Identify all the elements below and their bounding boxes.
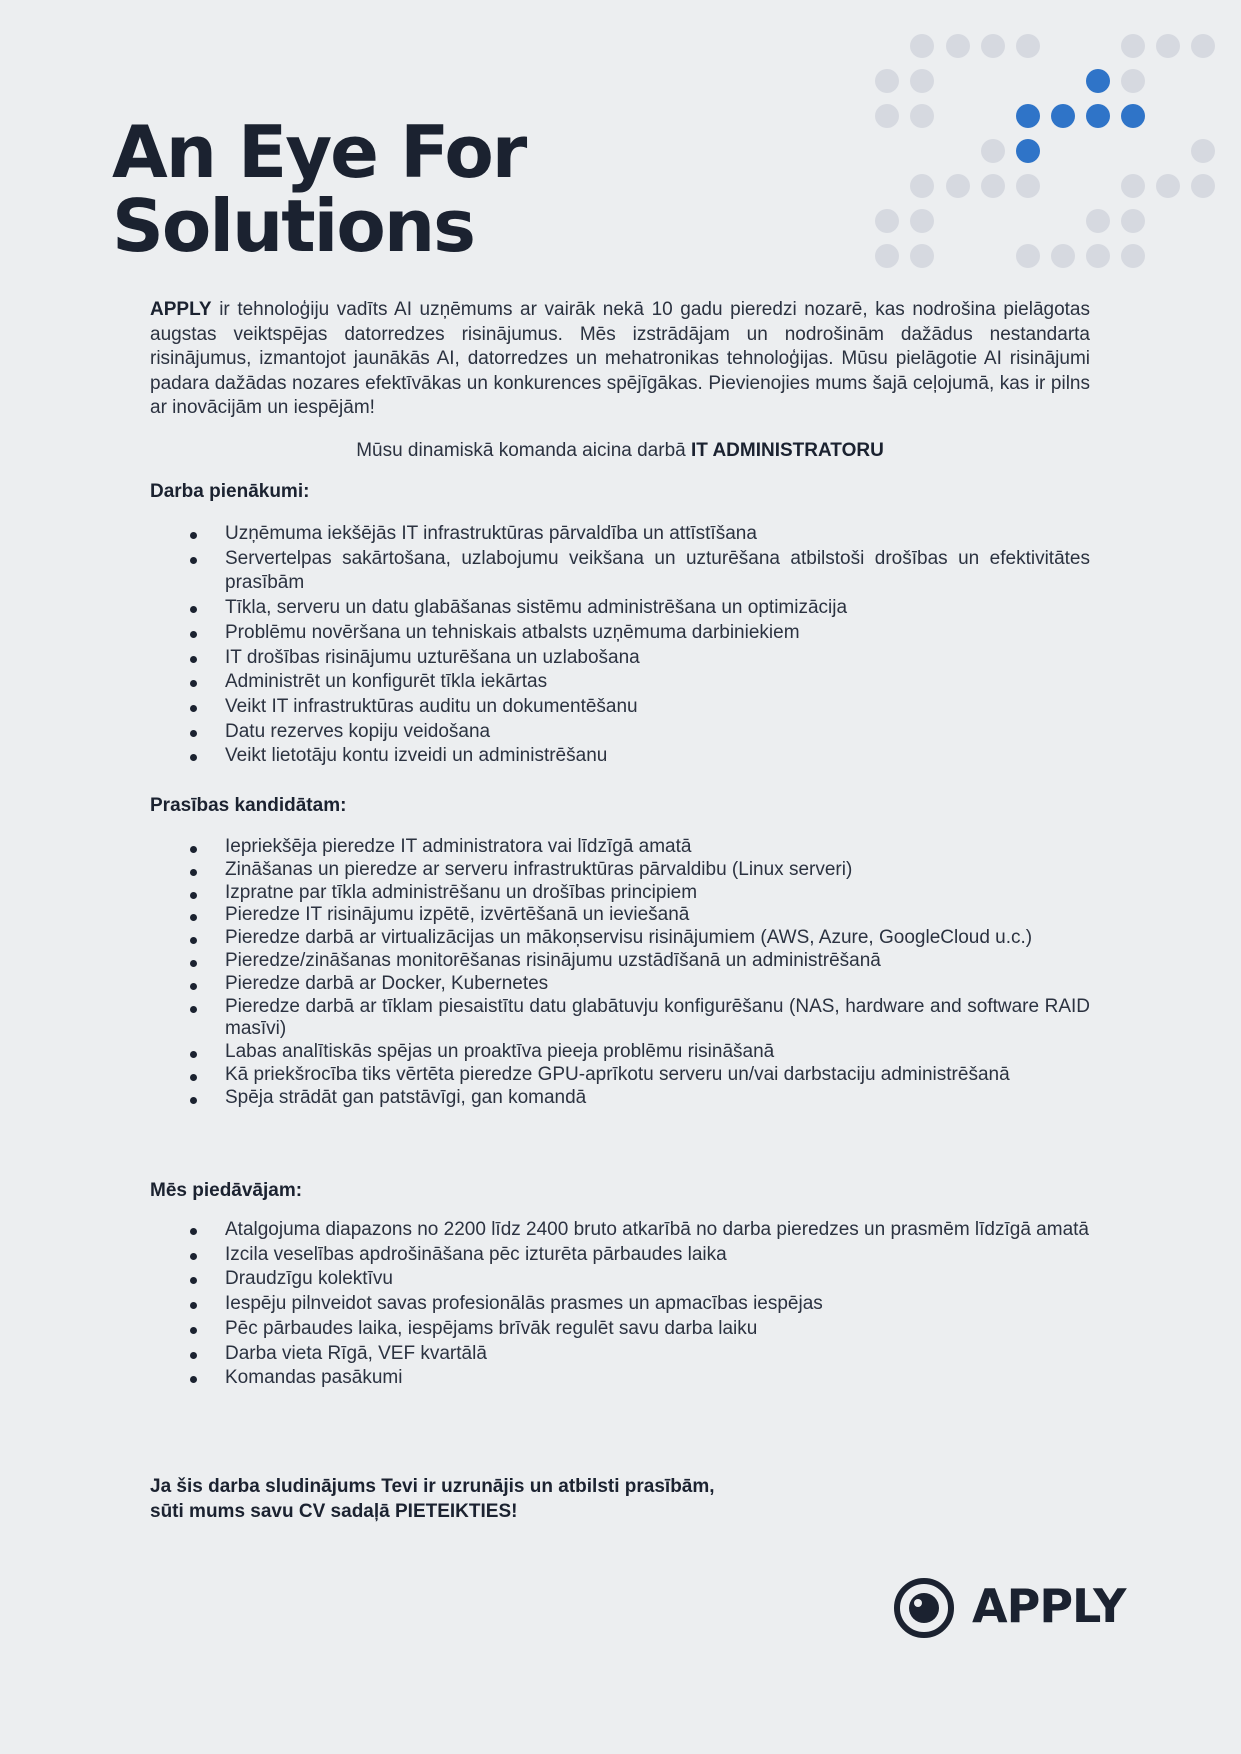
list-item: Pieredze/zināšanas monitorēšanas risinājumu uzstādīšanā un administrēšanā bbox=[150, 950, 1090, 973]
list-item: Datu rezerves kopiju veidošana bbox=[150, 720, 1090, 745]
company-logo-text: APPLY bbox=[972, 1579, 1126, 1633]
list-item: Veikt IT infrastruktūras auditu un dokumentēšanu bbox=[150, 695, 1090, 720]
requirements-list bbox=[150, 836, 1090, 1110]
list-item: Servertelpas sakārtošana, uzlabojumu veikšana un uzturēšana atbilstoši drošības un efektivitātes prasībām bbox=[150, 547, 1090, 596]
decorative-dot-pattern bbox=[870, 30, 1230, 270]
closing-line-1: Ja šis darba sludinājums Tevi ir uzrunājis un atbilsti prasībām, bbox=[150, 1476, 715, 1497]
list-item: Labas analītiskās spējas un proaktīva pieeja problēmu risināšanā bbox=[150, 1041, 1090, 1064]
job-role: IT ADMINISTRATORU bbox=[690, 440, 884, 461]
duties-list bbox=[150, 522, 1090, 769]
list-item: IT drošības risinājumu uzturēšana un uzlabošana bbox=[150, 646, 1090, 671]
list-item: Iepriekšēja pieredze IT administratora vai līdzīgā amatā bbox=[150, 836, 1090, 859]
duties-heading: Darba pienākumi: bbox=[150, 481, 310, 502]
list-item: Pieredze darbā ar virtualizācijas un mākoņservisu risinājumiem (AWS, Azure, GoogleCloud u.c.) bbox=[150, 927, 1090, 950]
list-item: Veikt lietotāju kontu izveidi un administrēšanu bbox=[150, 744, 1090, 769]
list-item: Tīkla, serveru un datu glabāšanas sistēmu administrēšana un optimizācija bbox=[150, 596, 1090, 621]
list-item: Darba vieta Rīgā, VEF kvartālā bbox=[150, 1342, 1090, 1367]
list-item: Atalgojuma diapazons no 2200 līdz 2400 bruto atkarībā no darba pieredzes un prasmēm līdzīgā amatā bbox=[150, 1218, 1090, 1243]
title-line-2: Solutions bbox=[112, 184, 474, 268]
closing-line-2: sūti mums savu CV sadaļā PIETEIKTIES! bbox=[150, 1501, 518, 1522]
list-item: Zināšanas un pieredze ar serveru infrastruktūras pārvaldibu (Linux serveri) bbox=[150, 859, 1090, 882]
offer-heading: Mēs piedāvājam: bbox=[150, 1180, 303, 1201]
offer-list bbox=[150, 1218, 1090, 1391]
list-item: Draudzīgu kolektīvu bbox=[150, 1267, 1090, 1292]
list-item: Administrēt un konfigurēt tīkla iekārtas bbox=[150, 670, 1090, 695]
intro-text: ir tehnoloģiju vadīts AI uzņēmums ar vairāk nekā 10 gadu pieredzi nozarē, kas nodrošina pielāgotas augstas veiktspējas datorredzes risinājumus. Mēs izstrādājam un nodrošinām dažādus nestandarta risinājumus, izmantojot jaunākās AI, datorredzes un mehatronikas tehnoloģijas. Mūsu pielāgotie AI risinājumi padara dažādas nozares efektīvākas un konkurences spējīgākas. Pievienojies mums šajā ceļojumā, kas ir pilns ar inovācijām un iespējām! bbox=[150, 299, 1090, 418]
list-item: Izpratne par tīkla administrēšanu un drošības principiem bbox=[150, 882, 1090, 905]
list-item: Pieredze darbā ar tīklam piesaistītu datu glabātuvju konfigurēšanu (NAS, hardware and software RAID masīvi) bbox=[150, 996, 1090, 1042]
list-item: Pieredze IT risinājumu izpētē, izvērtēšanā un ieviešanā bbox=[150, 904, 1090, 927]
company-intro bbox=[150, 298, 1090, 421]
list-item: Spēja strādāt gan patstāvīgi, gan komandā bbox=[150, 1087, 1090, 1110]
list-item: Iespēju pilnveidot savas profesionālās prasmes un apmacības iespējas bbox=[150, 1292, 1090, 1317]
intro-brand: APPLY bbox=[150, 299, 212, 320]
list-item: Komandas pasākumi bbox=[150, 1366, 1090, 1391]
list-item: Pieredze darbā ar Docker, Kubernetes bbox=[150, 973, 1090, 996]
title-line-1: An Eye For bbox=[112, 110, 526, 194]
invite-text: Mūsu dinamiskā komanda aicina darbā bbox=[356, 440, 691, 461]
list-item: Pēc pārbaudes laika, iespējams brīvāk regulēt savu darba laiku bbox=[150, 1317, 1090, 1342]
list-item: Kā priekšrocība tiks vērtēta pieredze GPU-aprīkotu serveru un/vai darbstaciju administrēšanā bbox=[150, 1064, 1090, 1087]
list-item: Izcila veselības apdrošināšana pēc izturēta pārbaudes laika bbox=[150, 1243, 1090, 1268]
list-item: Uzņēmuma iekšējās IT infrastruktūras pārvaldība un attīstīšana bbox=[150, 522, 1090, 547]
job-invitation bbox=[150, 440, 1090, 462]
list-item: Problēmu novēršana un tehniskais atbalsts uzņēmuma darbiniekiem bbox=[150, 621, 1090, 646]
closing-call-to-action bbox=[150, 1474, 715, 1524]
requirements-heading: Prasības kandidātam: bbox=[150, 795, 347, 816]
page-title bbox=[112, 110, 526, 268]
